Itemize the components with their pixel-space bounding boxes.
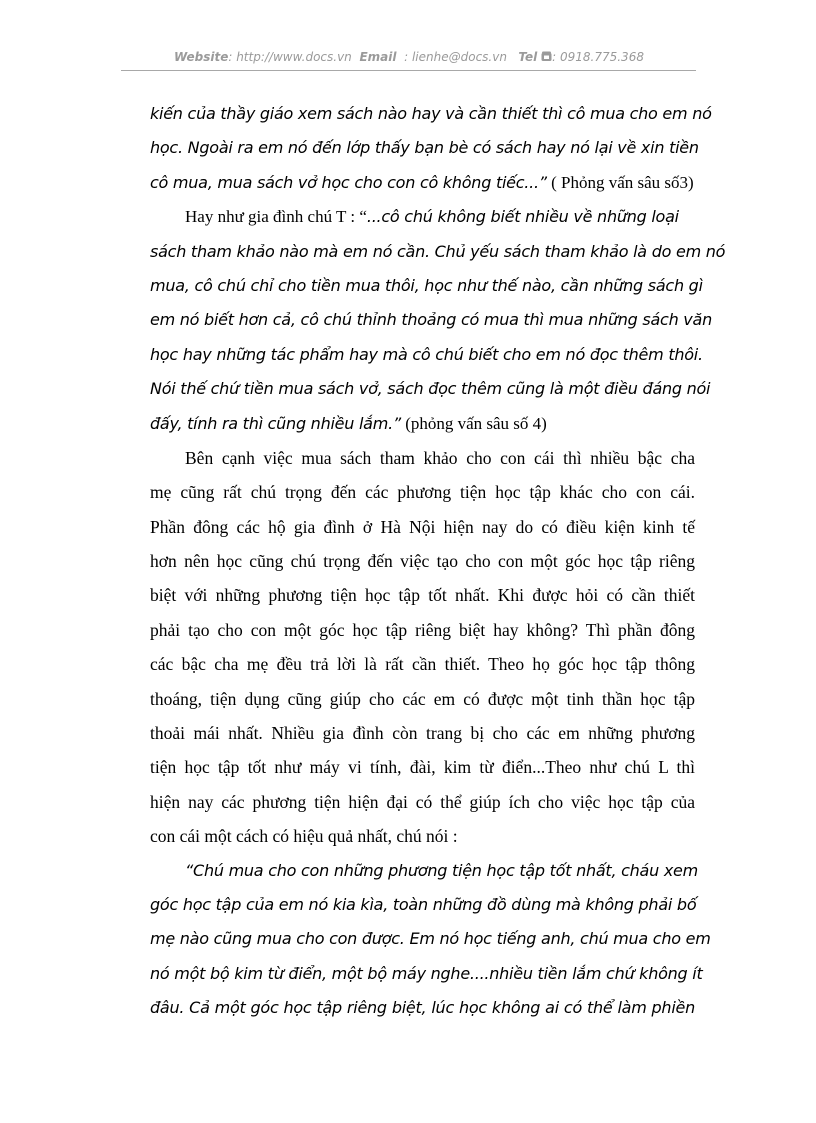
text-line: góc học tập của em nó kia kìa, toàn những đồ dùng mà không phải bố (150, 894, 697, 914)
text-line: “Chú mua cho con những phương tiện học tập tốt nhất, cháu xem (185, 860, 698, 880)
text-line: đâu. Cả một góc học tập riêng biệt, lúc học không ai có thể làm phiền (150, 998, 695, 1018)
citation: (phỏng vấn sâu số 4) (400, 413, 547, 433)
text-line: nó một bộ kim từ điển, một bộ máy nghe....nhiều tiền lắm chứ không ít (150, 963, 703, 983)
text-line: mua, cô chú chỉ cho tiền mua thôi, học như thế nào, cần những sách gì (150, 275, 703, 295)
body-text (150, 97, 726, 1026)
text-line: các bậc cha mẹ đều trả lời là rất cần thiết. Theo họ góc học tập thông (150, 654, 695, 675)
quote-text: cô mua, mua sách vở học cho con cô không tiếc...” (150, 172, 547, 192)
text-line: mẹ cũng rất chú trọng đến các phương tiện học tập khác cho con cái. (150, 482, 695, 503)
tel-value: : 0918.775.368 (552, 50, 644, 64)
text-line: phải tạo cho con một góc học tập riêng biệt hay không? Thì phần đông (150, 619, 695, 640)
text-line (150, 200, 695, 234)
phone-icon (541, 51, 552, 65)
text-line: tiện học tập tốt như máy vi tính, đài, kim từ điển...Theo như chú L thì (150, 757, 695, 778)
citation: ( Phỏng vấn sâu số3) (546, 172, 694, 192)
text-line (150, 407, 695, 441)
email-label: Email (359, 50, 397, 64)
text-line: biệt với những phương tiện học tập tốt nhất. Khi được hỏi có cần thiết (150, 585, 695, 606)
email-value: : lienhe@docs.vn (404, 50, 507, 64)
text-line: thoải mái nhất. Nhiều gia đình còn trang bị cho các em những phương (150, 723, 695, 744)
quote-text: đấy, tính ra thì cũng nhiều lắm.” (150, 413, 401, 433)
website-label: Website (174, 50, 229, 64)
text-line: Bên cạnh việc mua sách tham khảo cho con cái thì nhiều bậc cha (185, 447, 695, 468)
text-line: sách tham khảo nào mà em nó cần. Chủ yếu sách tham khảo là do em nó (150, 241, 726, 261)
tel-label: Tel (518, 50, 538, 64)
text-line: học. Ngoài ra em nó đến lớp thấy bạn bè có sách hay nó lại về xin tiền (150, 138, 699, 158)
text-line: con cái một cách có hiệu quả nhất, chú nói : (150, 826, 458, 847)
quote-text: ...cô chú không biết nhiều về những loại (366, 207, 679, 227)
page-header (121, 50, 697, 65)
text-line: học hay những tác phẩm hay mà cô chú biết cho em nó đọc thêm thôi. (150, 344, 703, 364)
text-line: thoáng, tiện dụng cũng giúp cho các em có được một tinh thần học tập (150, 688, 695, 709)
text-line: Phần đông các hộ gia đình ở Hà Nội hiện nay do có điều kiện kinh tế (150, 516, 695, 537)
text-line: kiến của thầy giáo xem sách nào hay và cần thiết thì cô mua cho em nó (150, 104, 712, 123)
text-line: hiện nay các phương tiện hiện đại có thể giúp ích cho việc học tập của (150, 791, 695, 812)
text-line (150, 166, 695, 200)
intro-text: Hay như gia đình chú T : “ (185, 207, 367, 227)
text-line: Nói thế chứ tiền mua sách vở, sách đọc thêm cũng là một điều đáng nói (150, 379, 711, 399)
text-line: em nó biết hơn cả, cô chú thỉnh thoảng có mua thì mua những sách văn (150, 310, 712, 330)
header-divider (121, 70, 696, 71)
website-value: : http://www.docs.vn (228, 50, 352, 64)
text-line: mẹ nào cũng mua cho con được. Em nó học tiếng anh, chú mua cho em (150, 929, 711, 949)
text-line: hơn nên học cũng chú trọng đến việc tạo cho con một góc học tập riêng (150, 551, 695, 572)
